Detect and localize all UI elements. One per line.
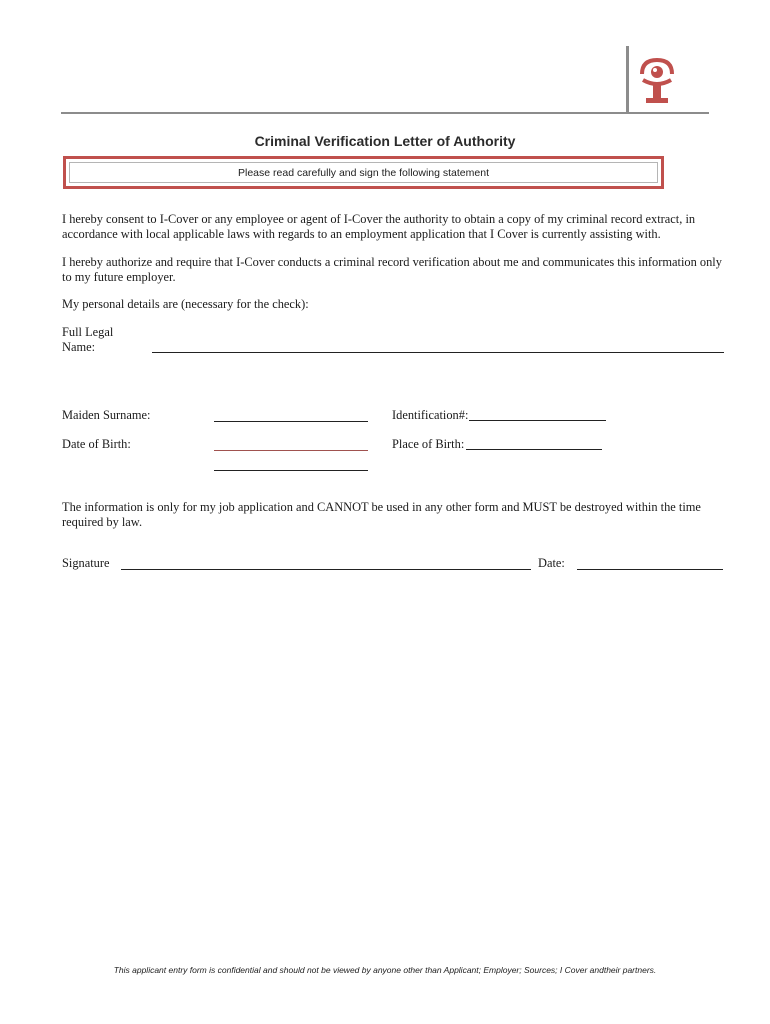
details-intro: My personal details are (necessary for the check): <box>62 297 309 311</box>
identification-label: Identification#: <box>392 408 469 422</box>
authorize-paragraph: I hereby authorize and require that I-Cover conducts a criminal record verification about me and communicates this information only to my future employer. <box>62 255 722 284</box>
signature-field[interactable] <box>121 569 531 570</box>
date-of-birth-field[interactable] <box>214 450 368 451</box>
full-legal-name-label-line2: Name: <box>62 340 96 354</box>
header-vertical-rule <box>626 46 629 114</box>
extra-field-line[interactable] <box>214 470 368 471</box>
signature-label: Signature <box>62 556 110 570</box>
date-field[interactable] <box>577 569 723 570</box>
confidentiality-footer: This applicant entry form is confidential and should not be viewed by anyone other than Applicant; Employer; Sources; I Cover andtheir partners. <box>113 965 657 975</box>
i-cover-logo-icon <box>636 54 678 106</box>
header-horizontal-rule <box>61 112 709 114</box>
place-of-birth-label: Place of Birth: <box>392 437 465 451</box>
identification-field[interactable] <box>469 420 606 421</box>
document-title: Criminal Verification Letter of Authority <box>254 133 516 149</box>
notice-box <box>63 156 664 189</box>
notice-text: Please read carefully and sign the following statement <box>69 162 658 183</box>
full-legal-name-field[interactable] <box>152 352 724 353</box>
consent-paragraph: I hereby consent to I-Cover or any employee or agent of I-Cover the authority to obtain a copy of my criminal record extract, in accordance with local applicable laws with regards to an employment application that I Cover is currently assisting with. <box>62 212 696 241</box>
disclaimer-paragraph: The information is only for my job application and CANNOT be used in any other form and MUST be destroyed within the time required by law. <box>62 500 701 529</box>
date-of-birth-label: Date of Birth: <box>62 437 131 451</box>
maiden-surname-field[interactable] <box>214 421 368 422</box>
full-legal-name-label-line1: Full Legal <box>62 325 114 339</box>
place-of-birth-field[interactable] <box>466 449 602 450</box>
maiden-surname-label: Maiden Surname: <box>62 408 151 422</box>
date-label: Date: <box>538 556 565 570</box>
